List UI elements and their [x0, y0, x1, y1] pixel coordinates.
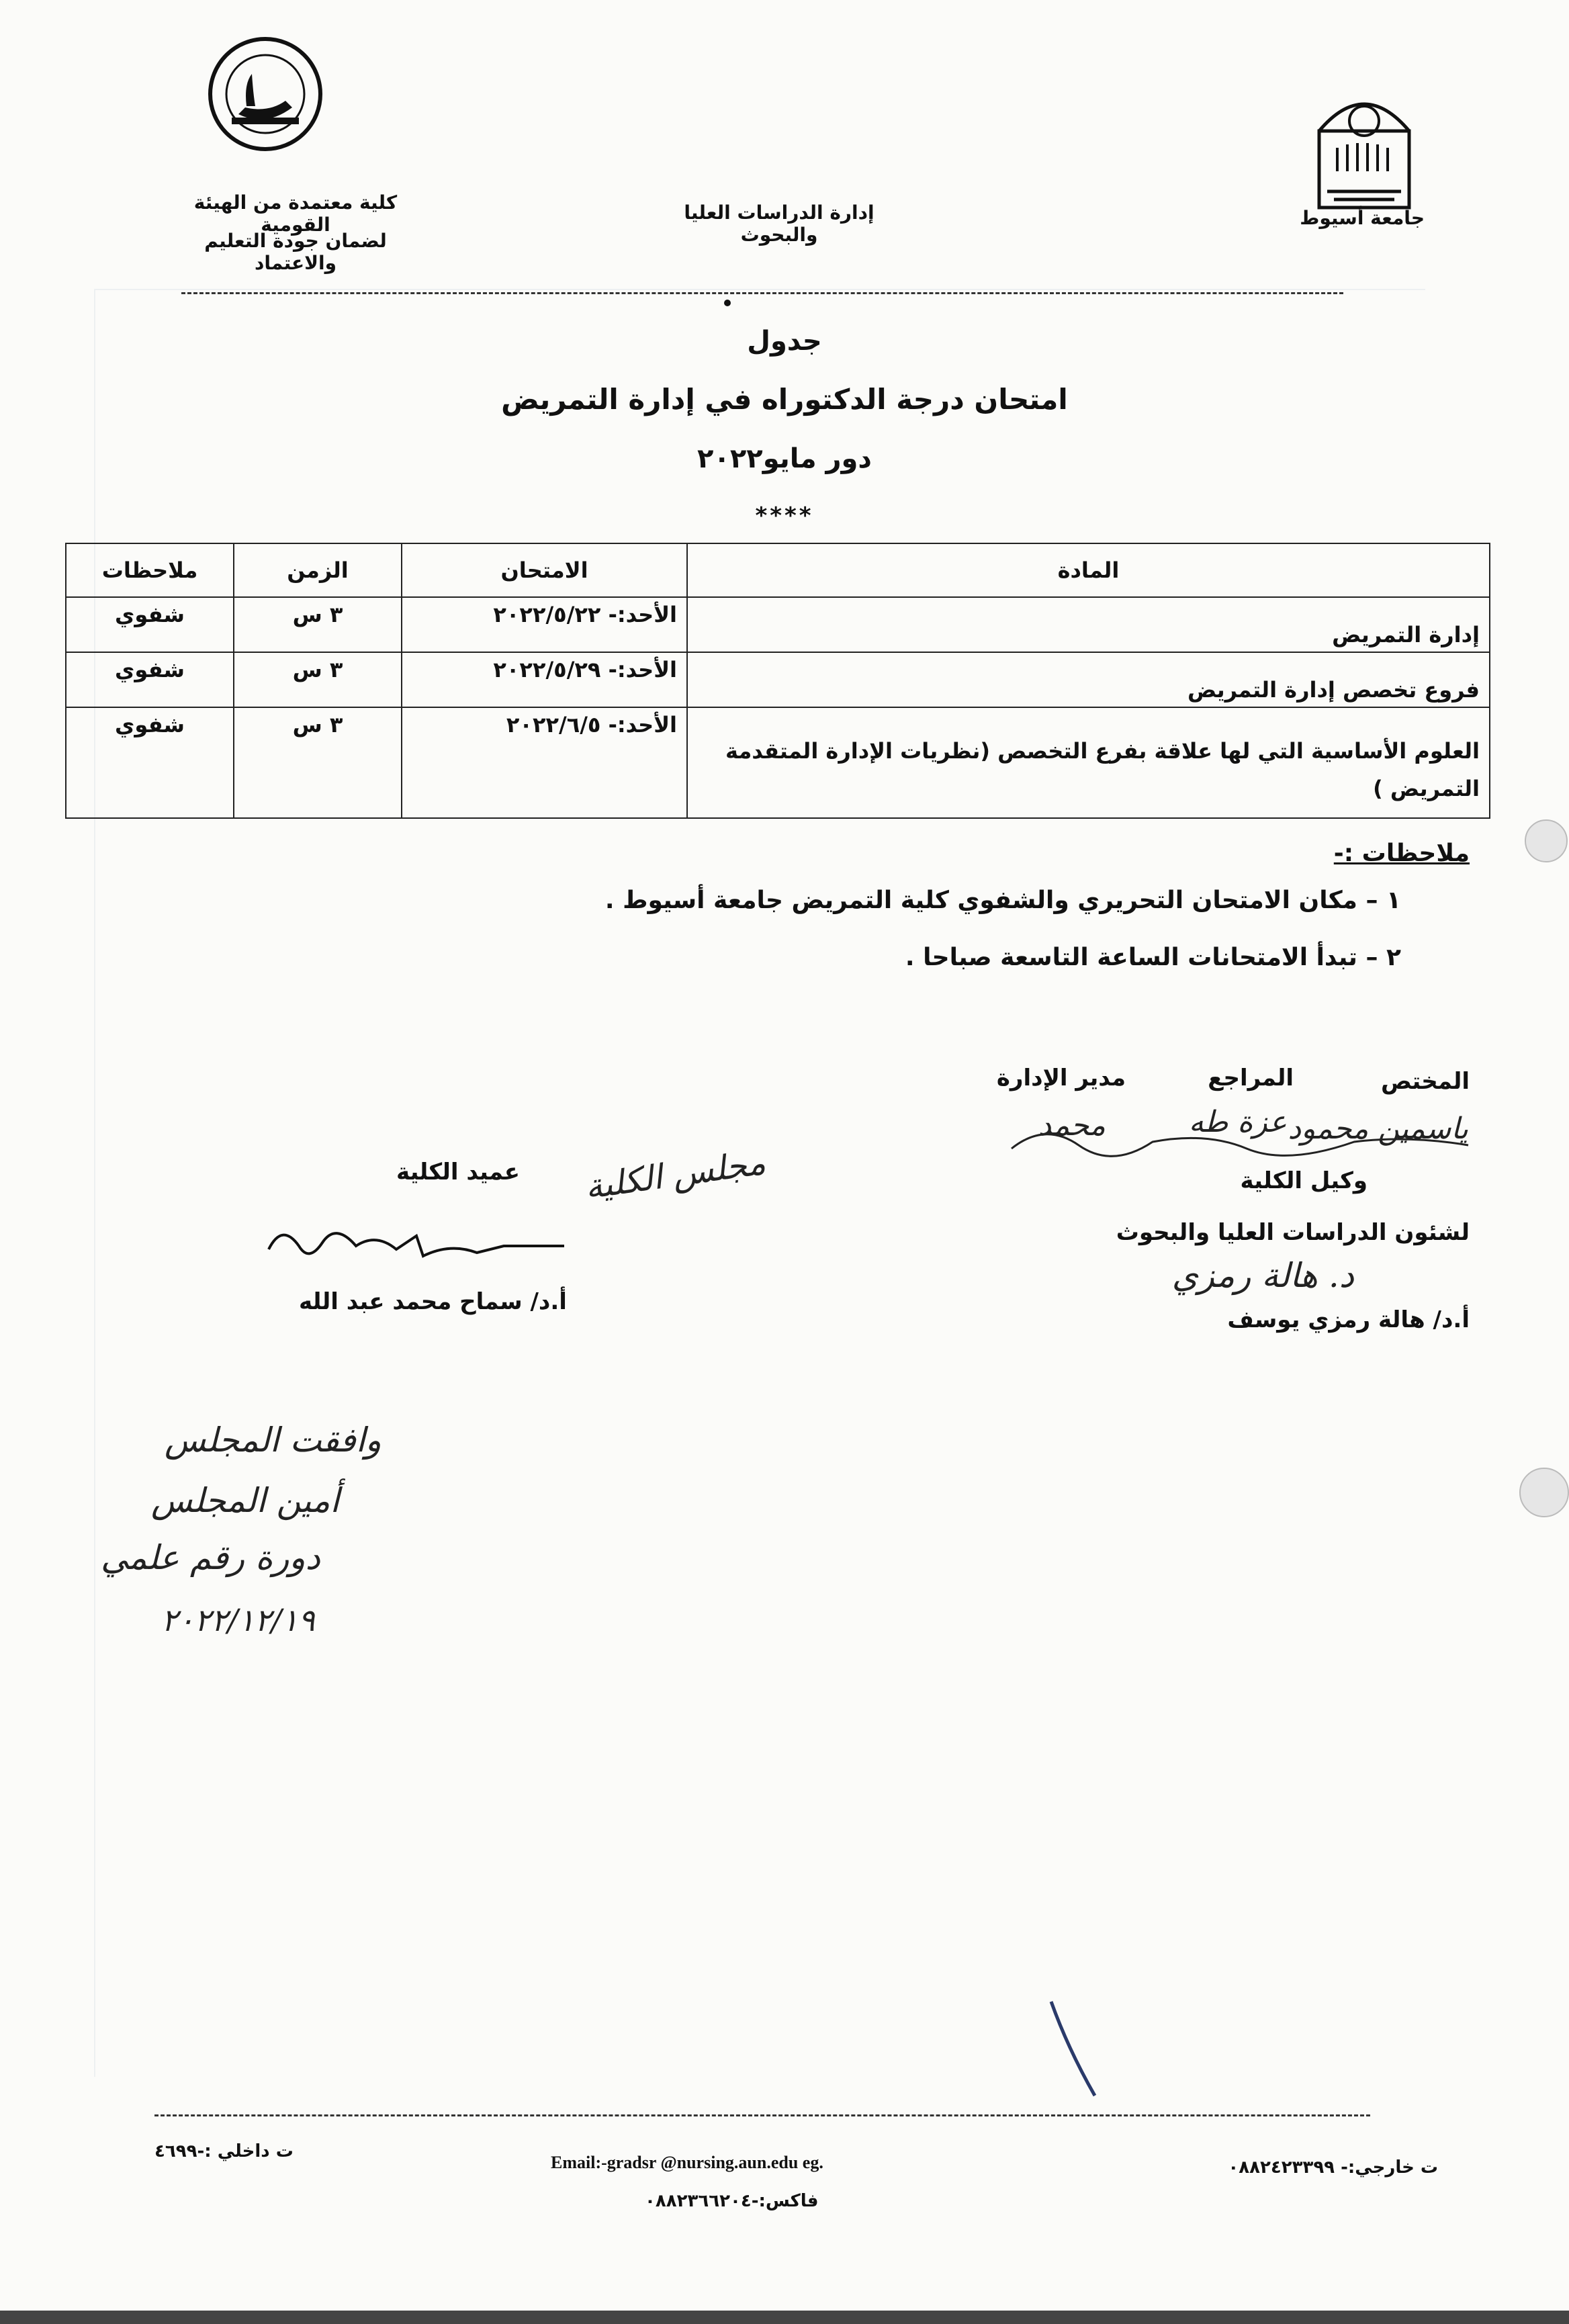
vice-dean-title: وكيل الكلية: [1240, 1167, 1368, 1194]
table-row: [66, 652, 1490, 707]
scan-edge: [0, 2311, 1569, 2324]
header-exam: الامتحان: [402, 543, 687, 597]
signature-reviewer: عزة طه: [1188, 1105, 1287, 1139]
table-row: [66, 597, 1490, 652]
approval-line: وافقت المجلس: [165, 1421, 382, 1460]
faculty-seal-icon: [205, 34, 326, 161]
cell-subject: إدارة التمريض: [687, 597, 1490, 652]
signature-director: محمد: [1038, 1108, 1106, 1143]
signature-specialist: ياسمين محمود: [1288, 1112, 1468, 1146]
note-item: ٢ – تبدأ الامتحانات الساعة التاسعة صباحا .: [905, 944, 1401, 971]
cell-exam: الأحد:- ٢٠٢٢/٥/٢٩: [402, 652, 687, 707]
cell-exam: الأحد:- ٢٠٢٢/٦/٥: [402, 707, 687, 818]
notes-title: ملاحظات :-: [1333, 840, 1470, 867]
approval-line: دورة رقم علمي: [101, 1538, 320, 1577]
punch-hole: [1519, 1468, 1569, 1517]
signature-dean: [262, 1216, 571, 1276]
university-logo-icon: [1314, 84, 1415, 212]
vice-dean-title-2: لشئون الدراسات العليا والبحوث: [1116, 1219, 1470, 1246]
header-subject: المادة: [687, 543, 1490, 597]
cell-subject: فروع تخصص إدارة التمريض: [687, 652, 1490, 707]
footer-internal-phone: ت داخلي :-٤٦٩٩: [154, 2141, 294, 2161]
department-name: إدارة الدراسات العليا والبحوث: [684, 202, 875, 246]
header-time: الزمن: [234, 543, 402, 597]
cell-exam: الأحد:- ٢٠٢٢/٥/٢٢: [402, 597, 687, 652]
header-notes: ملاحظات: [66, 543, 234, 597]
dean-name: أ.د/ سماح محمد عبد الله: [299, 1288, 567, 1315]
note-item: ١ – مكان الامتحان التحريري والشفوي كلية التمريض جامعة أسيوط .: [604, 887, 1401, 914]
title-stars: ****: [755, 502, 814, 529]
signature-council: مجلس الكلية: [582, 1143, 768, 1207]
table-row: [66, 707, 1490, 818]
footer-email: Email:-gradsr @nursing.aun.edu eg.: [551, 2153, 823, 2172]
cell-notes: شفوي: [66, 597, 234, 652]
cell-time: ٣ س: [234, 707, 402, 818]
footer-external-phone: ت خارجي:- ٠٨٨٢٤٢٣٣٩٩: [1228, 2157, 1438, 2178]
cell-time: ٣ س: [234, 597, 402, 652]
label-specialist: المختص: [1381, 1068, 1470, 1095]
label-director: مدير الإدارة: [996, 1065, 1126, 1091]
punch-hole: [1525, 819, 1568, 862]
dot-mark: [724, 300, 731, 306]
footer-divider: [154, 2114, 1370, 2116]
accreditation-line-2: لضمان جودة التعليم والاعتماد: [204, 230, 387, 274]
title-session: دور مايو٢٠٢٢: [697, 443, 872, 474]
pen-stroke: [1048, 1995, 1102, 2102]
dean-title: عميد الكلية: [396, 1159, 520, 1186]
exam-schedule-table: [65, 543, 1490, 819]
approval-line: أمين المجلس: [151, 1481, 340, 1520]
label-reviewer: المراجع: [1208, 1065, 1294, 1091]
cell-time: ٣ س: [234, 652, 402, 707]
cell-notes: شفوي: [66, 652, 234, 707]
signature-scribble: [1005, 1108, 1475, 1162]
vice-dean-name: أ.د/ هالة رمزي يوسف: [1227, 1306, 1470, 1333]
cell-notes: شفوي: [66, 707, 234, 818]
header-divider: [181, 292, 1343, 294]
title-schedule: جدول: [747, 326, 822, 357]
cell-subject: العلوم الأساسية التي لها علاقة بفرع التخصص (نظريات الإدارة المتقدمة التمريض ): [687, 707, 1490, 818]
footer-fax: فاكس:-٠٨٨٢٣٦٦٢٠٤: [645, 2191, 819, 2211]
faculty-seal: [205, 34, 326, 161]
university-logo: [1314, 84, 1415, 212]
university-name: جامعة أسيوط: [1300, 207, 1425, 229]
title-exam: امتحان درجة الدكتوراه في إدارة التمريض: [501, 383, 1068, 416]
accreditation-line-1: كلية معتمدة من الهيئة القومية: [193, 191, 398, 236]
approval-date: ٢٠٢٢/١٢/١٩: [161, 1602, 315, 1638]
table-header-row: [66, 543, 1490, 597]
signature-vice-dean: د. هالة رمزي: [1171, 1256, 1354, 1295]
